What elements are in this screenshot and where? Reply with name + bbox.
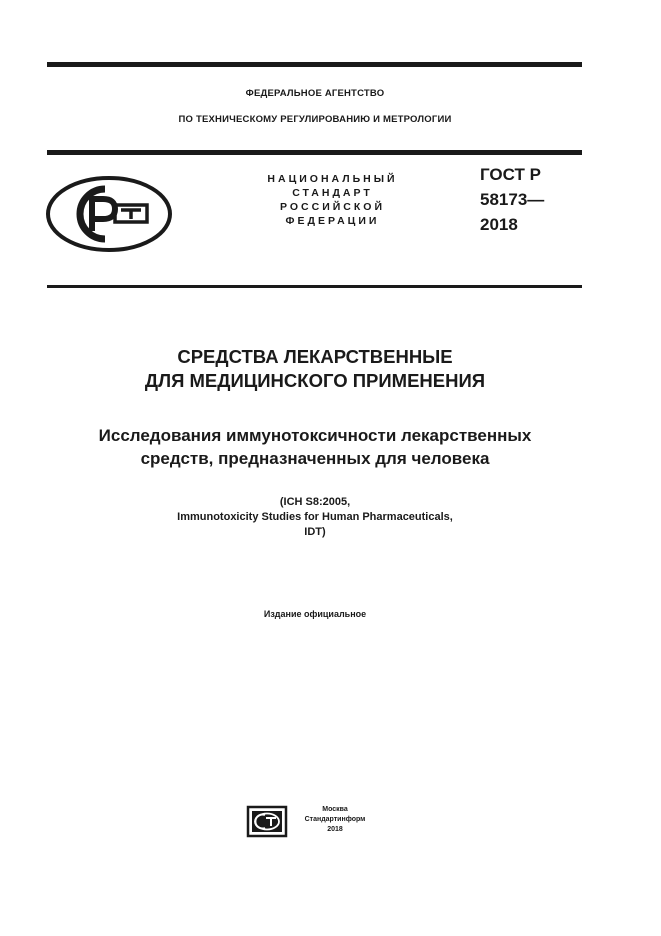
gost-number [480, 162, 590, 237]
gost-line: ГОСТ Р [480, 165, 541, 184]
publisher-line: Москва [322, 806, 348, 813]
gost-line: 2018 [480, 215, 518, 234]
ich-line: (ICH S8:2005, [279, 496, 351, 508]
title-line: ДЛЯ МЕДИЦИНСКОГО ПРИМЕНЕНИЯ [144, 370, 486, 391]
national-line: РОССИЙСКОЙ [280, 201, 385, 213]
publisher-line: Стандартинформ [304, 816, 366, 823]
document-title [0, 345, 630, 393]
national-standard-label [230, 172, 435, 228]
subtitle-line: Исследования иммунотоксичности лекарственных [98, 426, 532, 445]
agency-line-2: ПО ТЕХНИЧЕСКОМУ РЕГУЛИРОВАНИЮ И МЕТРОЛОГИИ [178, 114, 452, 125]
lower-divider-rule [47, 285, 582, 288]
official-edition-label: Издание официальное [263, 609, 367, 619]
subtitle-line: средств, предназначенных для человека [140, 449, 490, 468]
national-line: НАЦИОНАЛЬНЫЙ [267, 173, 398, 185]
top-rule [47, 62, 582, 67]
standartinform-logo-icon [246, 804, 288, 838]
publisher-line: 2018 [327, 826, 343, 833]
upper-divider-rule [47, 150, 582, 155]
title-line: СРЕДСТВА ЛЕКАРСТВЕННЫЕ [177, 346, 453, 367]
national-line: ФЕДЕРАЦИИ [285, 215, 380, 227]
document-subtitle [0, 424, 630, 470]
gost-line: 58173— [480, 190, 545, 209]
ich-reference [0, 495, 630, 540]
ich-line: Immunotoxicity Studies for Human Pharmaceuticals, [177, 511, 453, 523]
agency-line-1: ФЕДЕРАЛЬНОЕ АГЕНТСТВО [245, 88, 385, 99]
ich-line: IDT) [304, 526, 326, 538]
publisher-info [300, 805, 370, 835]
rst-logo-icon [45, 175, 173, 253]
national-line: СТАНДАРТ [292, 187, 373, 199]
